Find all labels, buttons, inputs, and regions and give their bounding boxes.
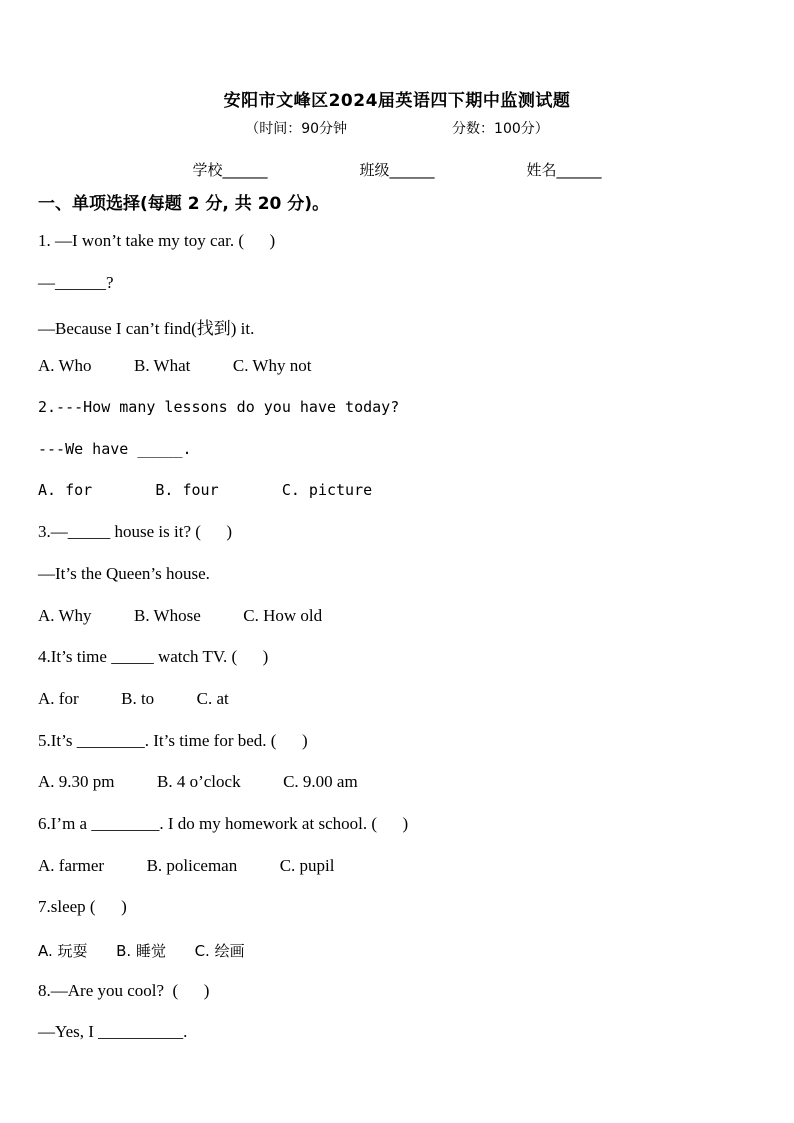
question-line: 2.---How many lessons do you have today? bbox=[38, 398, 400, 416]
total-score: 分数：100分） bbox=[452, 121, 549, 137]
question-line: 3.—_____ house is it? ( ) bbox=[38, 522, 233, 541]
student-info bbox=[0, 159, 794, 180]
question-line: —It’s the Queen’s house. bbox=[38, 564, 210, 583]
question-line: —______? bbox=[38, 273, 114, 292]
answer-options: A. Who B. What C. Why not bbox=[38, 356, 312, 375]
class-field: 班级______ bbox=[359, 161, 435, 179]
answer-options: A. for B. four C. picture bbox=[38, 481, 373, 499]
question-line: 6.I’m a ________. I do my homework at school. ( ) bbox=[38, 814, 409, 833]
exam-meta bbox=[0, 118, 794, 138]
time-limit: （时间：90分钟 bbox=[245, 121, 348, 137]
question-line: 5.It’s ________. It’s time for bed. ( ) bbox=[38, 731, 308, 750]
answer-options: A. 玩耍 B. 睡觉 C. 绘画 bbox=[38, 942, 245, 960]
answer-options: A. farmer B. policeman C. pupil bbox=[38, 856, 335, 875]
page-title: 安阳市文峰区2024届英语四下期中监测试题 bbox=[223, 91, 571, 111]
question-line: —Because I can’t find(找到) it. bbox=[38, 319, 255, 338]
answer-options: A. 9.30 pm B. 4 o’clock C. 9.00 am bbox=[38, 772, 358, 791]
question-line: 1. —I won’t take my toy car. ( ) bbox=[38, 231, 276, 250]
question-line: 7.sleep ( ) bbox=[38, 897, 127, 916]
question-line: 8.—Are you cool? ( ) bbox=[38, 981, 210, 1000]
answer-options: A. for B. to C. at bbox=[38, 689, 229, 708]
question-line: —Yes, I __________. bbox=[38, 1022, 188, 1041]
section-heading: 一、单项选择(每题 2 分, 共 20 分)。 bbox=[38, 194, 330, 214]
question-line: ---We have _____. bbox=[38, 440, 192, 458]
school-field: 学校______ bbox=[192, 161, 268, 179]
question-line: 4.It’s time _____ watch TV. ( ) bbox=[38, 647, 269, 666]
answer-options: A. Why B. Whose C. How old bbox=[38, 606, 323, 625]
name-field: 姓名______ bbox=[526, 161, 602, 179]
